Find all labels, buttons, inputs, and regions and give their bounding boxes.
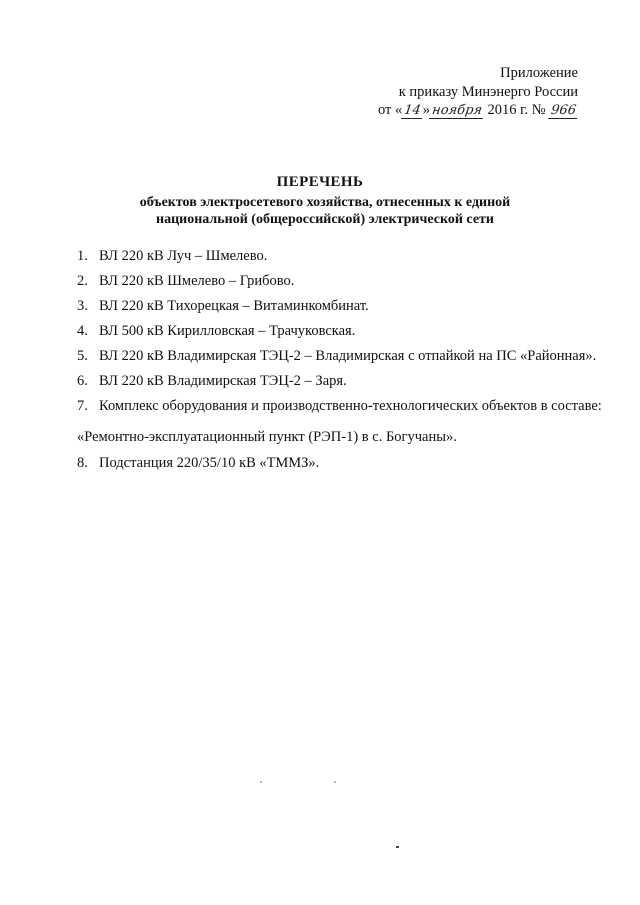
list-item [77, 373, 347, 390]
item-number: 5. [77, 348, 88, 364]
scan-speck [396, 846, 399, 848]
item-number: 6. [77, 373, 88, 389]
item-text: ВЛ 220 кВ Луч – Шмелево. [99, 248, 268, 264]
list-item [77, 273, 294, 290]
order-date-line: от «14»ноября 2016 г. № 966 [377, 102, 578, 118]
item-number: 3. [77, 298, 88, 314]
document-title: ПЕРЕЧЕНЬ [276, 174, 364, 190]
appendix-label: Приложение [500, 65, 578, 81]
item-text: ВЛ 220 кВ Владимирская ТЭЦ-2 – Заря. [99, 373, 347, 389]
list-item [77, 348, 596, 365]
list-item [77, 323, 355, 340]
item-text: ВЛ 220 кВ Владимирская ТЭЦ-2 – Владимирская с отпайкой на ПС «Районная». [99, 348, 597, 364]
handwritten-order-number: 966 [548, 104, 579, 119]
subtitle-line-2: национальной (общероссийской) электрической сети [156, 212, 494, 227]
list-item [77, 298, 369, 315]
item-number: 1. [77, 248, 88, 264]
handwritten-day: 14 [401, 104, 424, 119]
item-number: 4. [77, 323, 88, 339]
item-text: Подстанция 220/35/10 кВ «ТММЗ». [99, 455, 320, 471]
year-text: 2016 г. № [487, 102, 546, 118]
scan-speck [260, 781, 262, 783]
item-number: 7. [77, 398, 88, 414]
item-text: ВЛ 220 кВ Шмелево – Грибово. [99, 273, 295, 289]
scan-speck [334, 781, 336, 783]
date-prefix: от « [377, 102, 403, 118]
list-item [77, 398, 602, 415]
handwritten-month: ноября [429, 104, 485, 119]
list-item [77, 248, 267, 265]
list-item [77, 455, 319, 472]
subtitle-line-1: объектов электросетевого хозяйства, отнесенных к единой [139, 195, 511, 210]
item-text: Комплекс оборудования и производственно-технологических объектов в составе: [99, 398, 602, 414]
item-number: 8. [77, 455, 88, 471]
item-7-continuation: «Ремонтно-эксплуатационный пункт (РЭП-1) в с. Богучаны». [77, 429, 457, 445]
order-reference: к приказу Минэнерго России [398, 83, 578, 100]
item-number: 2. [77, 273, 88, 289]
appendix-header [378, 64, 578, 120]
item-text: ВЛ 500 кВ Кирилловская – Трачуковская. [99, 323, 356, 339]
item-text: ВЛ 220 кВ Тихорецкая – Витаминкомбинат. [99, 298, 369, 314]
document-subtitle [110, 194, 540, 228]
